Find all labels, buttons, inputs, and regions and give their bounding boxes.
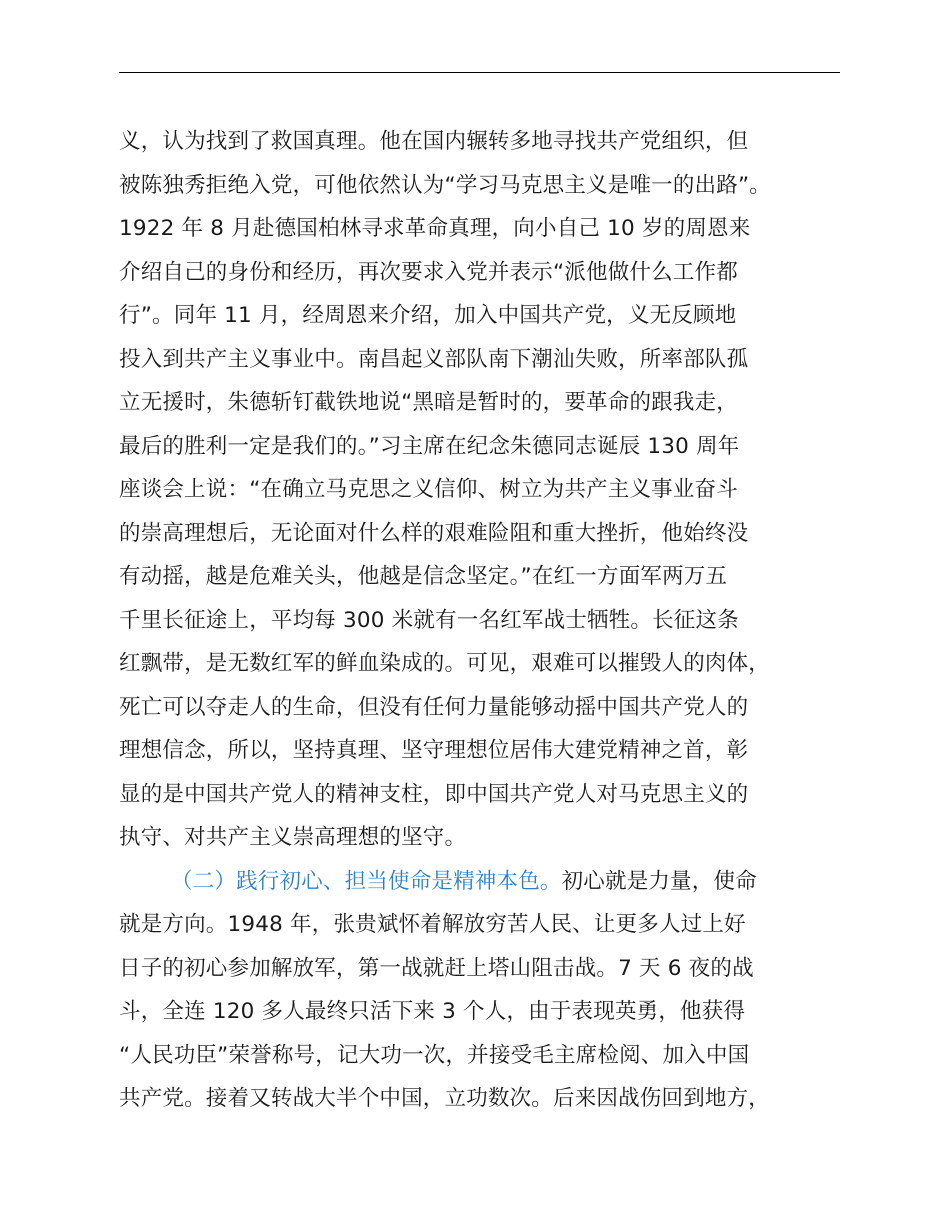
text-line: 行”。同年 11 月，经周恩来介绍，加入中国共产党，义无反顾地	[119, 303, 737, 328]
text-line: 执守、对共产主义崇高理想的坚守。	[119, 825, 467, 850]
body-text	[119, 120, 849, 1121]
header-rule	[119, 72, 840, 73]
section-first-line	[119, 860, 849, 904]
text-line: 显的是中国共产党人的精神支柱，即中国共产党人对马克思主义的	[119, 781, 749, 807]
text-line: 有动摇，越是危难关头，他越是信念坚定。”在红一方面军两万五	[119, 564, 728, 589]
text-line: “人民功臣”荣誉称号，记大功一次，并接受毛主席检阅、加入中国	[119, 1042, 750, 1068]
text-line: 死亡可以夺走人的生命，但没有任何力量能够动摇中国共产党人的	[119, 694, 749, 720]
text-line: 义，认为找到了救国真理。他在国内辗转多地寻找共产党组织，但	[119, 129, 749, 154]
section-heading: （二）践行初心、担当使命是精神本色。	[171, 868, 562, 894]
text-line: 就是方向。1948 年，张贵斌怀着解放穷苦人民、让更多人过上好	[119, 912, 746, 937]
text-line: 立无援时，朱德斩钉截铁地说“黑暗是暂时的，要革命的跟我走，	[119, 390, 738, 415]
text-line: 斗，全连 120 多人最终只活下来 3 个人，由于表现英勇，他获得	[119, 999, 746, 1024]
text-line: 日子的初心参加解放军，第一战就赶上塔山阻击战。7 天 6 夜的战	[119, 955, 754, 981]
text-line: 1922 年 8 月赴德国柏林寻求革命真理，向小自己 10 岁的周恩来	[119, 216, 751, 241]
text-line: 被陈独秀拒绝入党，可他依然认为“学习马克思主义是唯一的出路”。	[119, 172, 771, 198]
text-line: 座谈会上说：“在确立马克思之义信仰、树立为共产主义事业奋斗	[119, 477, 738, 502]
text-line: 共产党。接着又转战大半个中国，立功数次。后来因战伤回到地方，	[119, 1086, 771, 1111]
section-first-line-text: 初心就是力量，使命	[561, 868, 757, 894]
text-line: 的崇高理想后，无论面对什么样的艰难险阻和重大挫折，他始终没	[119, 520, 749, 546]
text-line: 理想信念，所以，坚持真理、坚守理想位居伟大建党精神之首，彰	[119, 738, 749, 763]
text-line: 介绍自己的身份和经历，再次要求入党并表示“派他做什么工作都	[119, 259, 738, 285]
text-line: 千里长征途上，平均每 300 米就有一名红军战士牺牲。长征这条	[119, 607, 739, 633]
text-line: 红飘带，是无数红军的鲜血染成的。可见，艰难可以摧毁人的肉体，	[119, 651, 771, 676]
text-line: 投入到共产主义事业中。南昌起义部队南下潮汕失败，所率部队孤	[119, 346, 749, 372]
text-line: 最后的胜利一定是我们的。”习主席在纪念朱德同志诞辰 130 周年	[119, 433, 740, 459]
